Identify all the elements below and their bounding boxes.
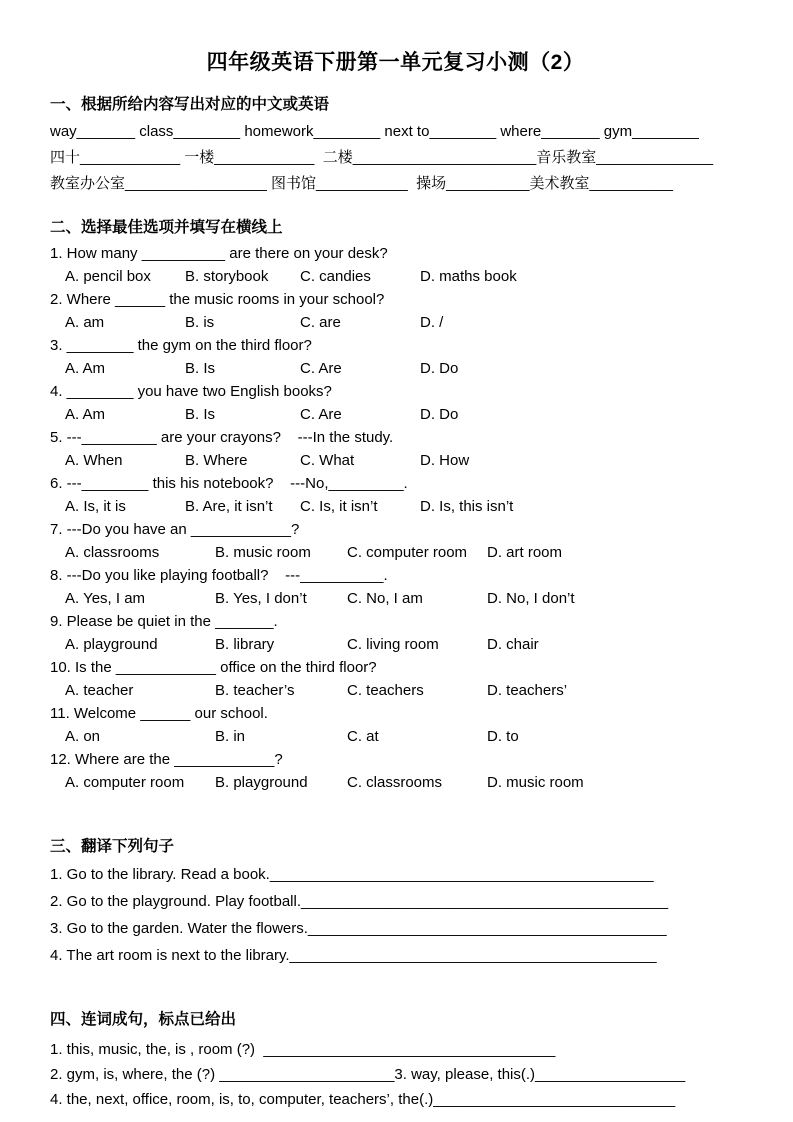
question-text: 3. ________ the gym on the third floor? (50, 337, 312, 354)
option-a: A. Yes, I am (65, 590, 146, 607)
question-10 (50, 656, 741, 702)
question-3 (50, 334, 741, 380)
question-8 (50, 564, 741, 610)
question-options (65, 541, 741, 564)
question-options (65, 633, 741, 656)
option-d: D. Do (420, 406, 459, 423)
question-text: 1. How many __________ are there on your desk? (50, 245, 388, 262)
question-options (65, 495, 741, 518)
option-a: A. computer room (65, 774, 185, 791)
option-d: D. No, I don’t (487, 590, 575, 607)
question-text: 6. ---________ this his notebook? ---No,_________. (50, 475, 408, 492)
question-text: 7. ---Do you have an ____________? (50, 521, 300, 538)
section-vocab-heading: 一、根据所给内容写出对应的中文或英语 (50, 96, 330, 113)
vocab-line-1: way_______ class________ homework________ next to________ where_______ gym________ (50, 123, 699, 140)
question-options (65, 679, 741, 702)
question-4 (50, 380, 741, 426)
section-choice-heading: 二、选择最佳选项并填写在横线上 (50, 219, 283, 236)
option-d: D. How (420, 452, 470, 469)
question-12 (50, 748, 741, 794)
option-c: C. living room (347, 636, 439, 653)
question-options (65, 587, 741, 610)
translate-line-1: 1. Go to the library. Read a book.______________________________________________ (50, 866, 654, 883)
option-d: D. art room (487, 544, 563, 561)
option-a: A. playground (65, 636, 158, 653)
option-c: C. at (347, 728, 379, 745)
question-text: 10. Is the ____________ office on the third floor? (50, 659, 377, 676)
option-d: D. Do (420, 360, 459, 377)
question-text: 8. ---Do you like playing football? ---__________. (50, 567, 388, 584)
option-a: A. classrooms (65, 544, 160, 561)
option-c: C. teachers (347, 682, 424, 699)
translate-line-4: 4. The art room is next to the library.____________________________________________ (50, 947, 657, 964)
option-c: C. Are (300, 360, 342, 377)
reorder-line-1: 1. this, music, the, is , room (?) ___________________________________ (50, 1041, 556, 1058)
option-c: C. computer room (347, 544, 468, 561)
question-options (65, 725, 741, 748)
option-a: A. Am (65, 406, 106, 423)
option-b: B. Where (185, 452, 248, 469)
option-d: D. teachers’ (487, 682, 568, 699)
option-b: B. music room (215, 544, 311, 561)
section-vocab (50, 92, 741, 197)
option-c: C. are (300, 314, 341, 331)
question-options (65, 771, 741, 794)
page-title: 四年级英语下册第一单元复习小测（2） (206, 51, 585, 74)
section-choice (50, 215, 741, 794)
option-b: B. storybook (185, 268, 269, 285)
option-a: A. pencil box (65, 268, 151, 285)
option-c: C. Are (300, 406, 342, 423)
option-c: C. Is, it isn’t (300, 498, 378, 515)
reorder-line-2: 2. gym, is, where, the (?) _____________________3. way, please, this(.)__________________ (50, 1066, 686, 1083)
option-b: B. teacher’s (215, 682, 295, 699)
question-options (65, 403, 741, 426)
option-b: B. Is (185, 406, 216, 423)
option-a: A. When (65, 452, 123, 469)
option-d: D. chair (487, 636, 539, 653)
section-translate (50, 834, 741, 969)
question-6 (50, 472, 741, 518)
question-text: 9. Please be quiet in the _______. (50, 613, 278, 630)
option-a: A. Is, it is (65, 498, 126, 515)
question-text: 5. ---_________ are your crayons? ---In the study. (50, 429, 394, 446)
question-text: 2. Where ______ the music rooms in your school? (50, 291, 385, 308)
option-d: D. / (420, 314, 444, 331)
option-c: C. classrooms (347, 774, 443, 791)
option-b: B. is (185, 314, 215, 331)
option-b: B. Yes, I don’t (215, 590, 307, 607)
question-5 (50, 426, 741, 472)
option-a: A. on (65, 728, 101, 745)
option-b: B. Are, it isn’t (185, 498, 273, 515)
option-b: B. Is (185, 360, 216, 377)
reorder-line-3: 4. the, next, office, room, is, to, computer, teachers’, the(.)_____________________________ (50, 1091, 676, 1108)
option-d: D. music room (487, 774, 584, 791)
question-options (65, 357, 741, 380)
option-c: C. candies (300, 268, 371, 285)
option-c: C. No, I am (347, 590, 423, 607)
option-b: B. library (215, 636, 275, 653)
option-d: D. Is, this isn’t (420, 498, 514, 515)
question-options (65, 311, 741, 334)
section-translate-heading: 三、翻译下列句子 (50, 838, 175, 855)
translate-line-3: 3. Go to the garden. Water the flowers.___________________________________________ (50, 920, 667, 937)
question-options (65, 449, 741, 472)
question-11 (50, 702, 741, 748)
vocab-line-2: 四十____________ 一楼____________ 二楼______________________音乐教室______________ (50, 149, 714, 166)
question-9 (50, 610, 741, 656)
translate-line-2: 2. Go to the playground. Play football.____________________________________________ (50, 893, 669, 910)
question-text: 11. Welcome ______ our school. (50, 705, 268, 722)
option-d: D. to (487, 728, 519, 745)
option-b: B. playground (215, 774, 308, 791)
option-d: D. maths book (420, 268, 517, 285)
option-a: A. teacher (65, 682, 134, 699)
question-options (65, 265, 741, 288)
option-a: A. Am (65, 360, 106, 377)
option-c: C. What (300, 452, 355, 469)
option-a: A. am (65, 314, 105, 331)
question-1 (50, 242, 741, 288)
question-7 (50, 518, 741, 564)
option-b: B. in (215, 728, 246, 745)
question-text: 12. Where are the ____________? (50, 751, 283, 768)
section-reorder-heading: 四、连词成句，标点已给出 (50, 1011, 237, 1028)
section-reorder (50, 1007, 741, 1112)
question-2 (50, 288, 741, 334)
vocab-line-3: 教室办公室_________________ 图书馆___________ 操场__________美术教室__________ (50, 175, 673, 192)
question-text: 4. ________ you have two English books? (50, 383, 332, 400)
